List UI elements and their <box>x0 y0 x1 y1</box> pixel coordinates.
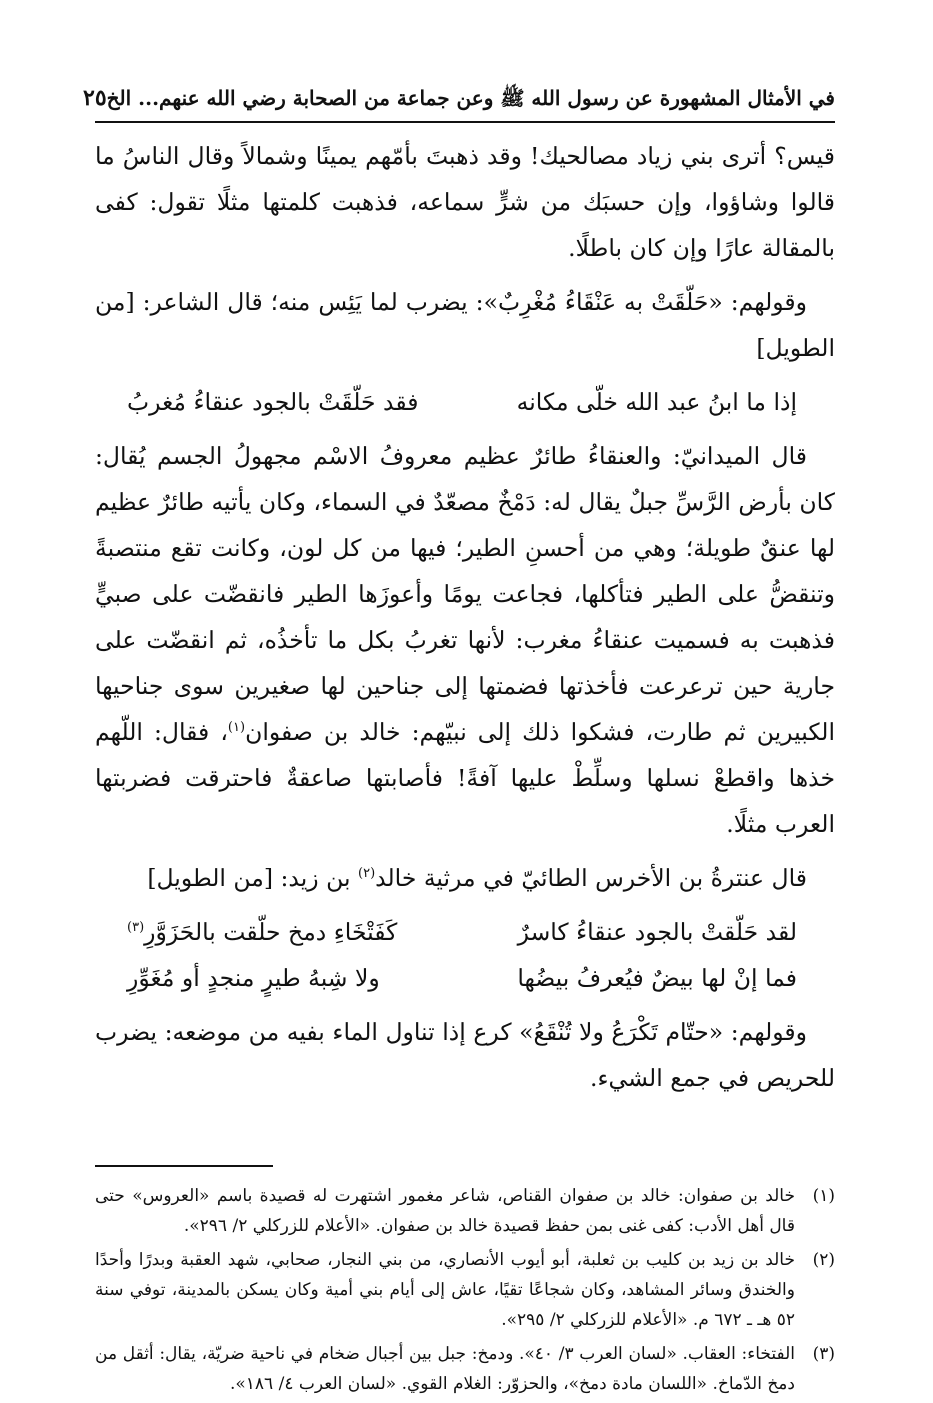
verse-1 <box>95 379 835 425</box>
page-number: ٢٥ <box>83 85 107 111</box>
paragraph-5-text: وقولهم: «حتّام تَكْرَعُ ولا تُنْقَعُ» كرع إذا تناول الماء بفيه من موضعه: يضرب للحريص في جمع الشيء. <box>95 1018 835 1092</box>
verse-2-second-hemistich-wrap <box>127 909 397 955</box>
paragraph-1-text: قيس؟ أترى بني زياد مصالحيك! وقد ذهبتَ بأمّهم يمينًا وشمالاً وقال الناسُ ما قالوا وشاؤوا، وإن حسبَك من شرٍّ سماعه، فذهبت كلمتها مثلًا تقول: كفى بالمقالة عارًا وإن كان باطلًا. <box>95 142 835 262</box>
verse-3-first-hemistich: فما إنْ لها بيضٌ فيُعرفُ بيضُها <box>517 964 797 992</box>
footnote-separator <box>95 1165 273 1167</box>
footnote-1 <box>95 1181 835 1241</box>
footnotes <box>95 1181 835 1399</box>
paragraph-3 <box>95 433 835 847</box>
verse-2-first-hemistich: لقد حَلّقتْ بالجود عنقاءُ كاسرٌ <box>517 918 797 946</box>
verse-1-first-hemistich: إذا ما ابنُ عبد الله خلّى مكانه <box>516 388 797 416</box>
paragraph-4 <box>95 855 835 901</box>
verse-3-second-hemistich: ولا شِبهُ طيرٍ منجدٍ أو مُغَوِّرِ <box>127 964 380 992</box>
footnote-3 <box>95 1339 835 1399</box>
running-title: في الأمثال المشهورة عن رسول الله ﷺ وعن جماعة من الصحابة رضي الله عنهم... الخ <box>106 86 835 110</box>
verse-2 <box>95 909 835 955</box>
footnote-ref-2: (٢) <box>358 866 376 882</box>
paragraph-4-text-a: قال عنترةُ بن الأخرس الطائيّ في مرثية خالد <box>375 864 807 892</box>
verse-1-second-hemistich: فقد حَلّقَتْ بالجود عنقاءُ مُغربُ <box>127 388 419 416</box>
verse-3 <box>95 955 835 1001</box>
footnote-1-number: (١) <box>812 1186 835 1206</box>
paragraph-4-text-b: بن زيد: [من الطويل] <box>147 864 359 892</box>
paragraph-1 <box>95 133 835 271</box>
verse-2-second-hemistich: كَفَتْخَاءِ دمخ حلّقت بالحَزَوَّرِ <box>144 918 398 946</box>
footnote-2 <box>95 1245 835 1335</box>
paragraph-3-text-b: ، فقال: اللّهم خذها واقطعْ نسلها وسلِّطْ عليها آفةً! فأصابتها صاعقةٌ فاحترقت فضربتها العرب مثلًا. <box>95 718 835 838</box>
footnote-3-number: (٣) <box>812 1344 835 1364</box>
footnote-2-number: (٢) <box>812 1250 835 1270</box>
footnote-3-text: الفتخاء: العقاب. «لسان العرب ٣/ ٤٠». ودمخ: جبل بين أجبال ضخام في ناحية ضريّة، يقال: أثقل من دمخ الدّماخ. «اللسان مادة دمخ»، والحزوّر: الغلام القوي. «لسان العرب ٤/ ١٨٦». <box>95 1344 795 1394</box>
footnote-ref-1: (١) <box>227 720 246 736</box>
running-header <box>83 85 835 123</box>
paragraph-2 <box>95 279 835 371</box>
paragraph-2-text: وقولهم: «حَلّقَتْ به عَنْقَاءُ مُغْرِبٌ»: يضرب لما يَئِس منه؛ قال الشاعر: [من الطويل] <box>95 288 835 362</box>
footnote-2-text: خالد بن زيد بن كليب بن ثعلبة، أبو أيوب الأنصاري، من بني النجار، صحابي، شهد العقبة وبدرًا وأحدًا والخندق وسائر المشاهد، وكان شجاعًا تقيًا، عاش إلى أيام بني أمية وكان يسكن بالمدينة، توفي سنة ٥٢ هـ ـ ٦٧٢ م. «الأعلام للزركلي ٢/ ٢٩٥». <box>95 1250 795 1330</box>
book-page <box>83 85 835 1403</box>
footnote-ref-3: (٣) <box>127 920 145 936</box>
main-text <box>95 133 835 1101</box>
paragraph-3-text-a: قال الميدانيّ: والعنقاءُ طائرٌ عظيم معروفُ الاسْم مجهولُ الجسم يُقال: كان بأرض الرَّسِّ جبلٌ يقال له: دَمْخٌ مصعّدٌ في السماء، وكان يأتيه طائرٌ عظيم لها عنقٌ طويلة؛ وهي من أحسنِ الطير؛ فيها من كل لون، وكانت تقع منتصبةً وتنقضُّ على الطير فتأكلها، فجاعت يومًا وأعوزَها الطير فانقضّت على صبيٍّ فذهبت به فسميت عنقاءُ مغرب: لأنها تغربُ بكل ما تأخذُه، ثم انقضّت على جارية حين ترعرعت فأخذتها فضمتها إلى جناحين لها صغيرين سوى جناحيها الكبيرين ثم طارت، فشكوا ذلك إلى نبيّهم: خالد بن صفوان <box>95 442 835 746</box>
paragraph-5 <box>95 1009 835 1101</box>
footnote-1-text: خالد بن صفوان: خالد بن صفوان القناص، شاعر مغمور اشتهرت له قصيدة باسم «العروس» حتى قال أهل الأدب: كفى غنى بمن حفظ قصيدة خالد بن صفوان. «الأعلام للزركلي ٢/ ٢٩٦». <box>95 1186 795 1236</box>
